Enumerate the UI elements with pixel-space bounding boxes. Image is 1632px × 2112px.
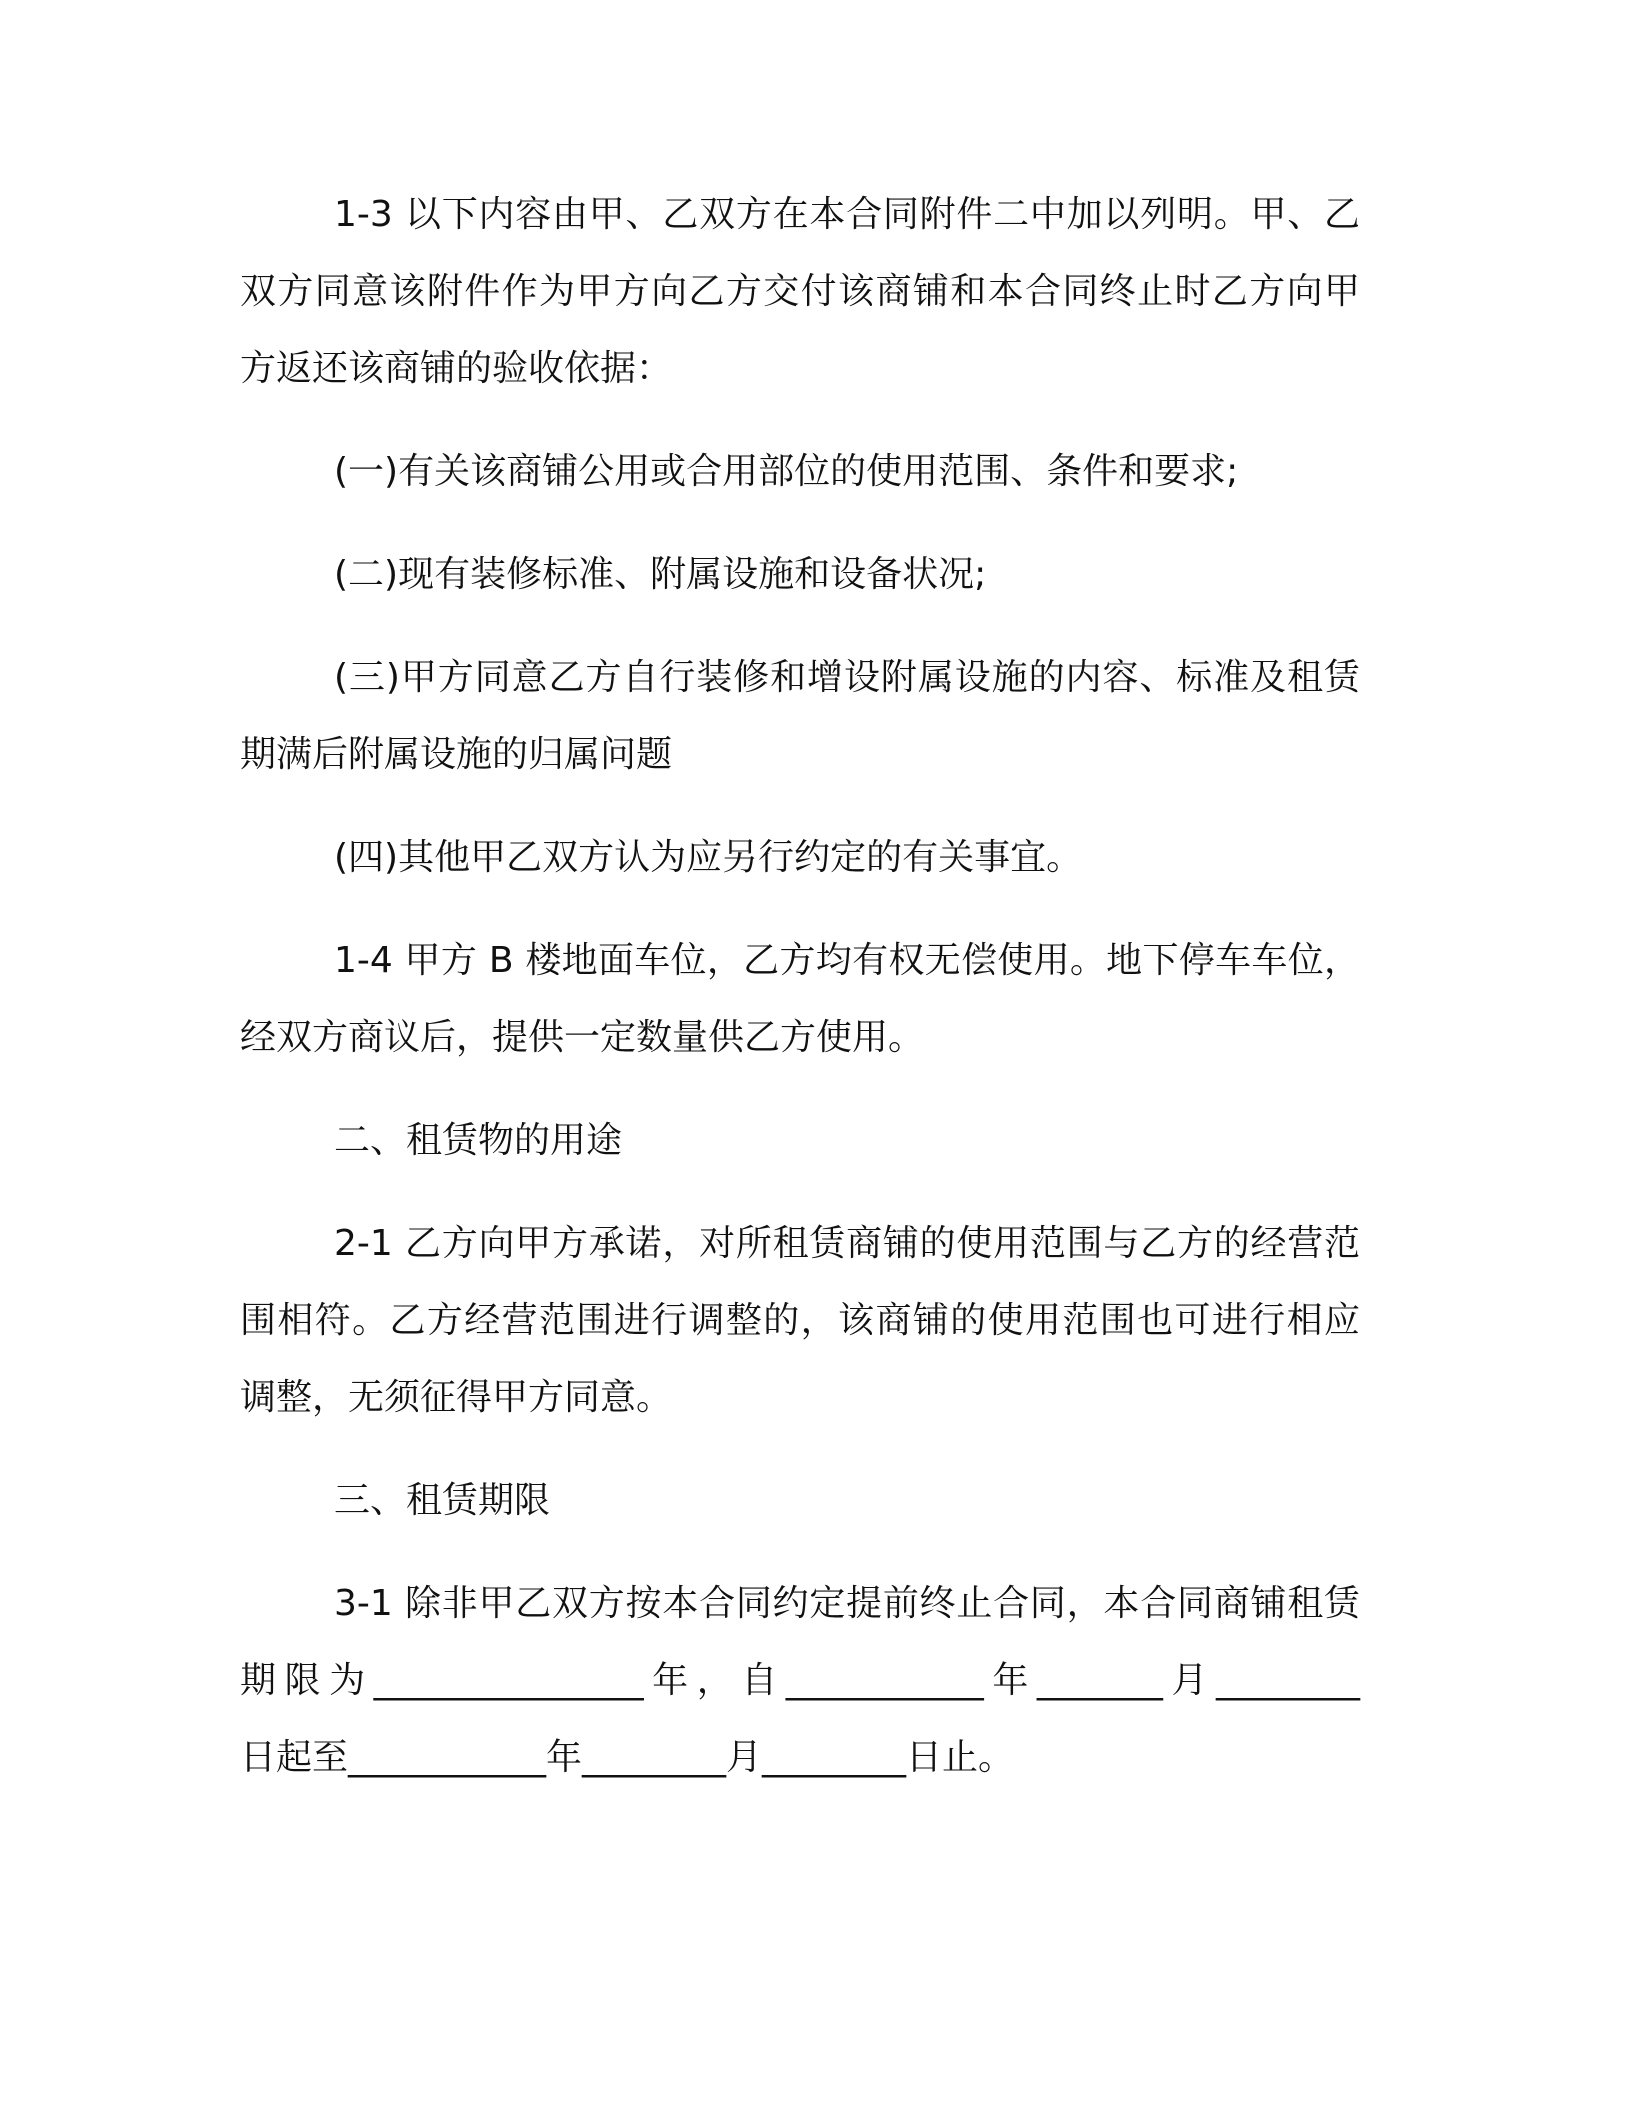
text-line: (三)甲方同意乙方自行装修和增设附属设施的内容、标准及租赁 (334, 657, 1360, 698)
text-line: (二)现有装修标准、附属设施和设备状况; (334, 554, 987, 595)
text-line: 3-1 除非甲乙双方按本合同约定提前终止合同，本合同商铺租赁 (334, 1583, 1360, 1624)
paragraph (240, 1565, 1360, 1796)
paragraph (240, 176, 1360, 407)
text-line: 期满后附属设施的归属问题 (240, 734, 673, 775)
text-line: 日起至___________年________月________日止。 (240, 1737, 1015, 1778)
paragraph (240, 1462, 1360, 1539)
document-page (240, 176, 1360, 1822)
paragraph (240, 1102, 1360, 1179)
paragraph (240, 536, 1360, 613)
text-line: 围相符。乙方经营范围进行调整的，该商铺的使用范围也可进行相应 (240, 1300, 1360, 1341)
text-line: 期限为_______________年，自___________年_______月________ (240, 1660, 1360, 1701)
text-line: 调整，无须征得甲方同意。 (240, 1377, 673, 1418)
text-line: 经双方商议后，提供一定数量供乙方使用。 (240, 1017, 925, 1058)
text-line: 2-1 乙方向甲方承诺，对所租赁商铺的使用范围与乙方的经营范 (334, 1223, 1360, 1264)
text-line: (四)其他甲乙双方认为应另行约定的有关事宜。 (334, 837, 1083, 878)
text-line: 二、租赁物的用途 (334, 1120, 623, 1161)
paragraph (240, 433, 1360, 510)
text-line: (一)有关该商铺公用或合用部位的使用范围、条件和要求; (334, 451, 1239, 492)
text-line: 1-3 以下内容由甲、乙双方在本合同附件二中加以列明。甲、乙 (334, 194, 1360, 235)
text-line: 双方同意该附件作为甲方向乙方交付该商铺和本合同终止时乙方向甲 (240, 271, 1360, 312)
paragraph (240, 922, 1360, 1076)
text-line: 1-4 甲方 B 楼地面车位，乙方均有权无偿使用。地下停车车位， (334, 940, 1360, 981)
paragraph (240, 639, 1360, 793)
paragraph (240, 1205, 1360, 1436)
text-line: 方返还该商铺的验收依据： (240, 348, 673, 389)
text-line: 三、租赁期限 (334, 1480, 551, 1521)
paragraph (240, 819, 1360, 896)
